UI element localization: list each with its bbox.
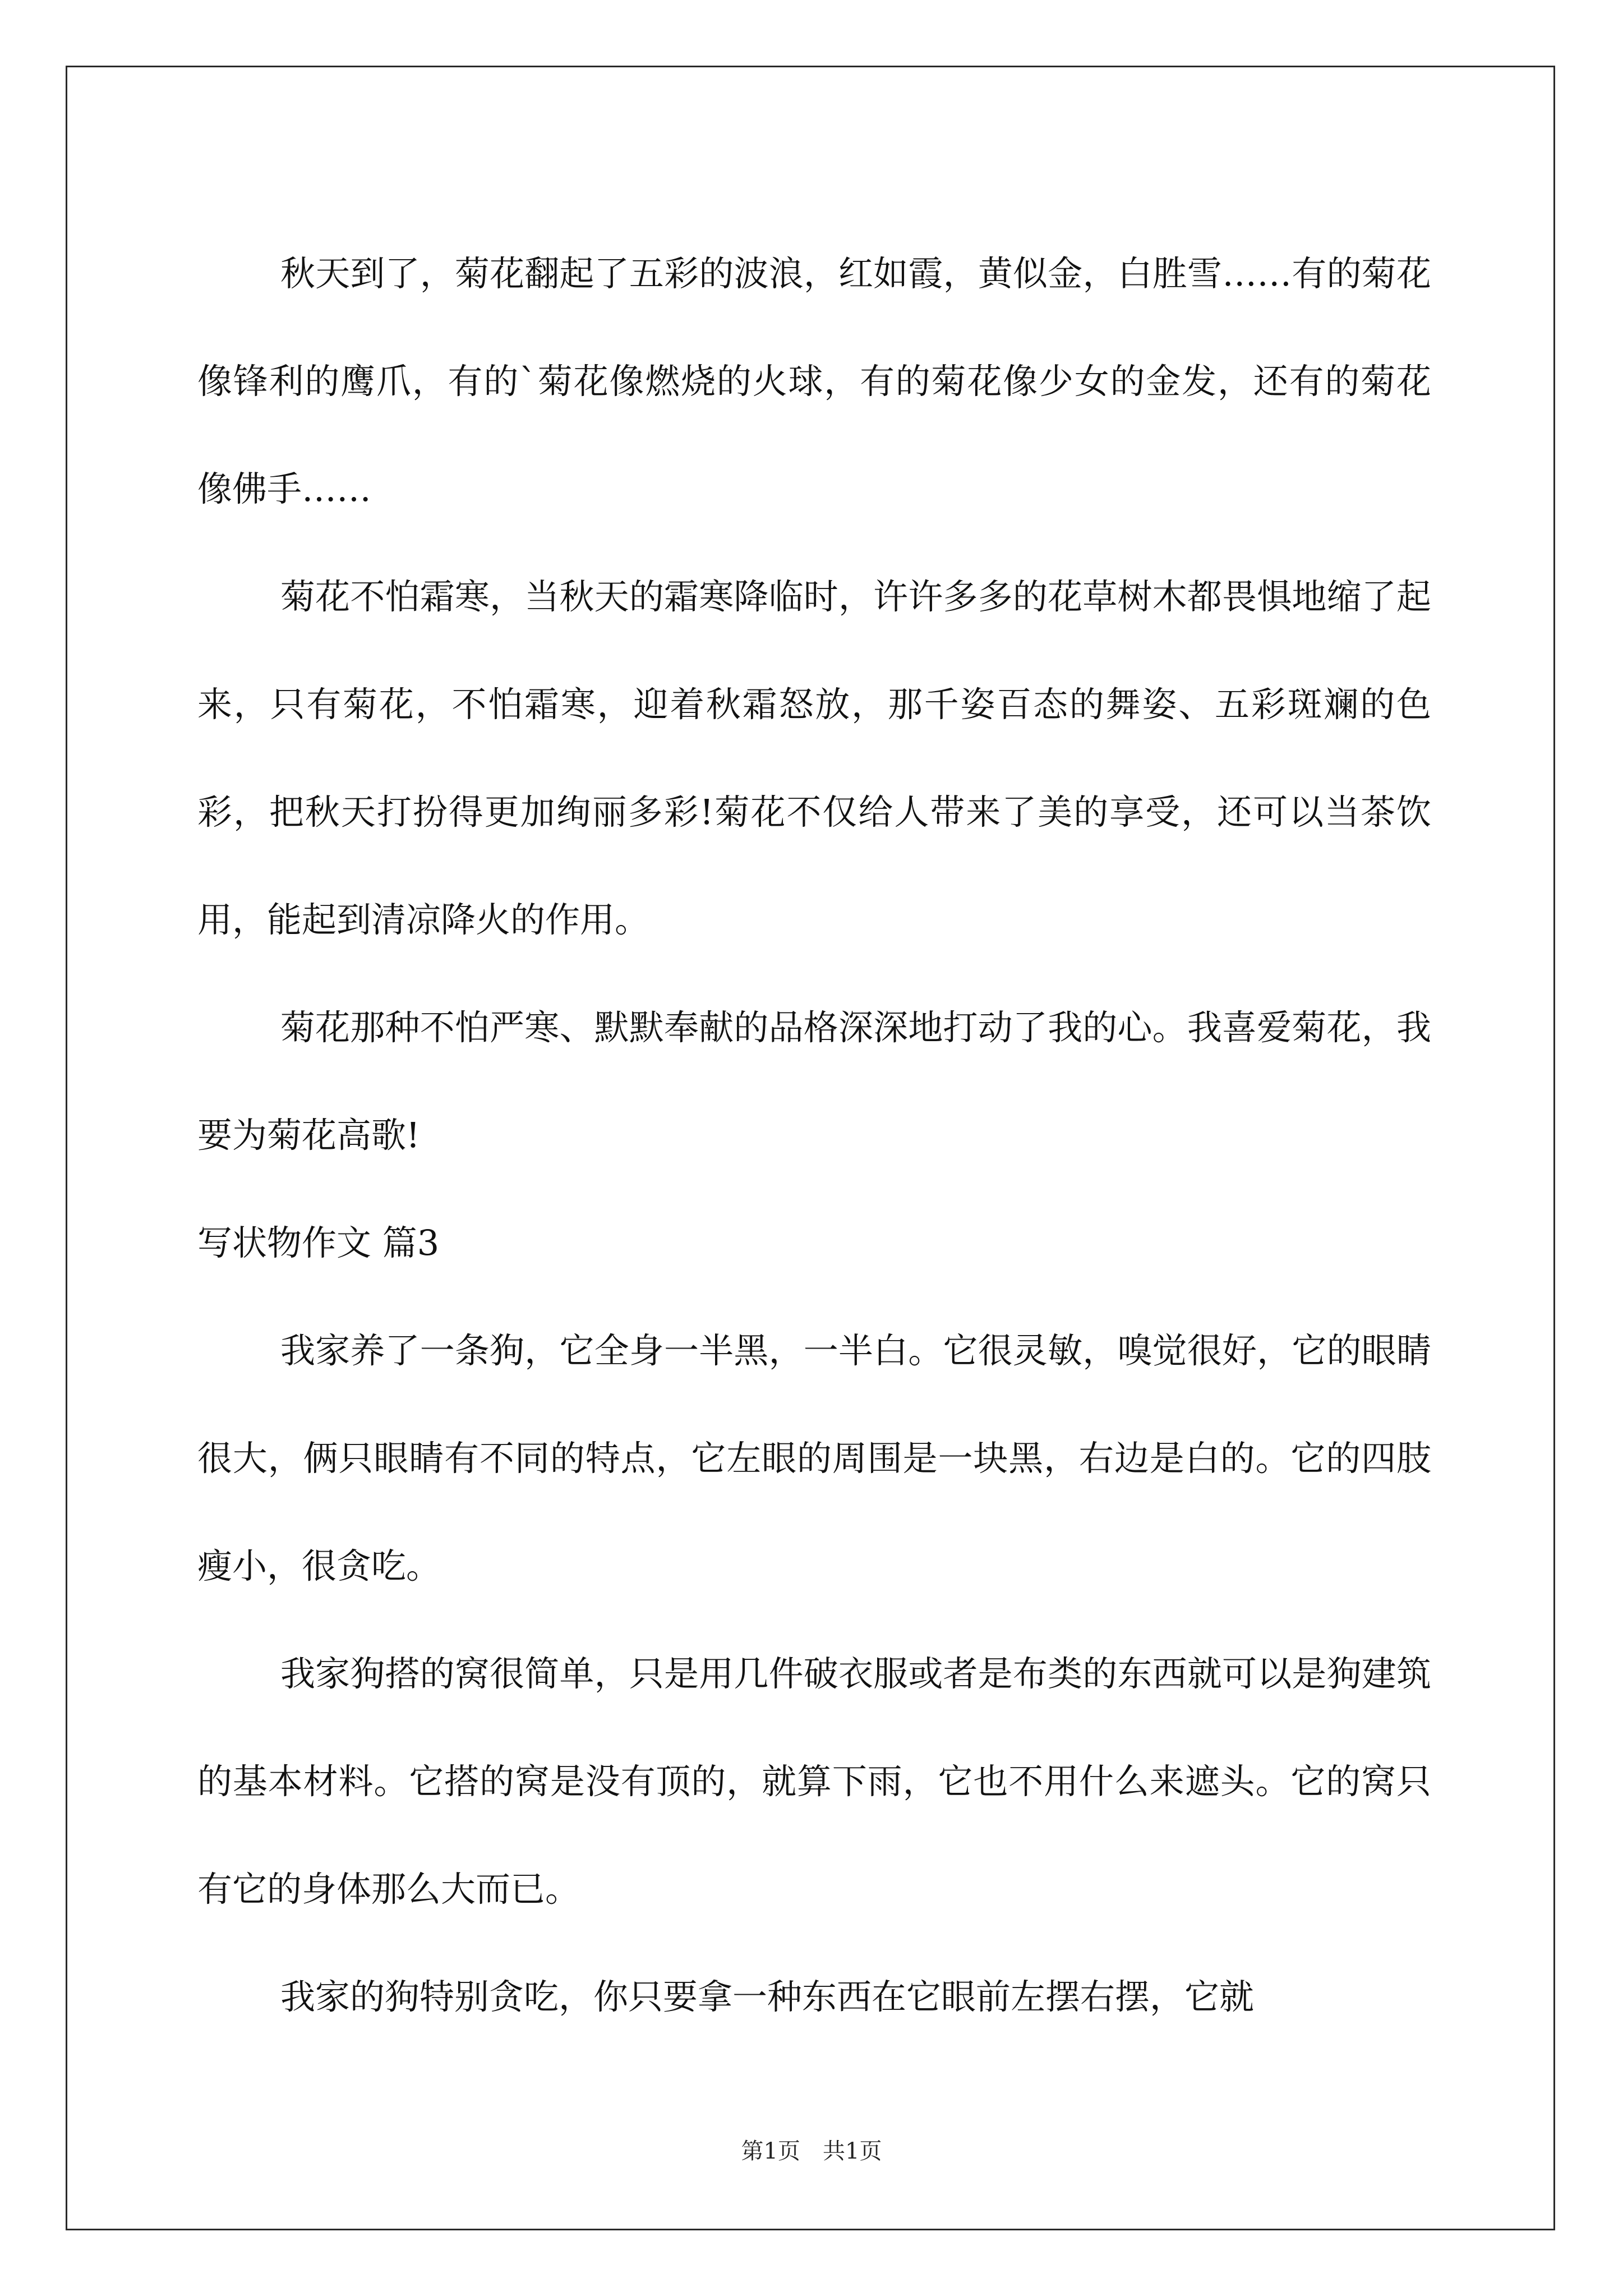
section-heading: 写状物作文 篇3 [197, 1222, 440, 1263]
paragraph-dog-intro: 我家养了一条狗，它全身一半黑，一半白。它很灵敏，嗅觉很好，它的眼睛很大，俩只眼睛有不同的特点，它左眼的周围是一块黑，右边是白的。它的四肢瘦小，很贪吃。 [197, 1330, 1431, 1586]
paragraph-dog-nest: 我家狗搭的窝很简单，只是用几件破衣服或者是布类的东西就可以是狗建筑的基本材料。它搭的窝是没有顶的，就算下雨，它也不用什么来遮头。它的窝只有它的身体那么大而已。 [197, 1653, 1431, 1910]
paragraph-autumn-chrysanthemum: 秋天到了，菊花翻起了五彩的波浪，红如霞，黄似金，白胜雪……有的菊花像锋利的鹰爪，有的`菊花像燃烧的火球，有的菊花像少女的金发，还有的菊花像佛手…… [197, 253, 1431, 509]
paragraph-dog-greedy: 我家的狗特别贪吃，你只要拿一种东西在它眼前左摆右摆，它就 [280, 1976, 1255, 2017]
page-number-current: 第1页 [741, 2138, 800, 2164]
paragraph-praise: 菊花那种不怕严寒、默默奉献的品格深深地打动了我的心。我喜爱菊花，我要为菊花高歌! [197, 1007, 1431, 1156]
paragraph-frost: 菊花不怕霜寒，当秋天的霜寒降临时，许许多多的花草树木都畏惧地缩了起来，只有菊花，不怕霜寒，迎着秋霜怒放，那千姿百态的舞姿、五彩斑斓的色彩，把秋天打扮得更加绚丽多彩!菊花不仅给人带来了美的享受，还可以当茶饮用，能起到清凉降火的作用。 [197, 576, 1431, 940]
document-body [197, 220, 1431, 2051]
page-number-total: 共1页 [823, 2138, 882, 2164]
page-footer [0, 2134, 1623, 2168]
